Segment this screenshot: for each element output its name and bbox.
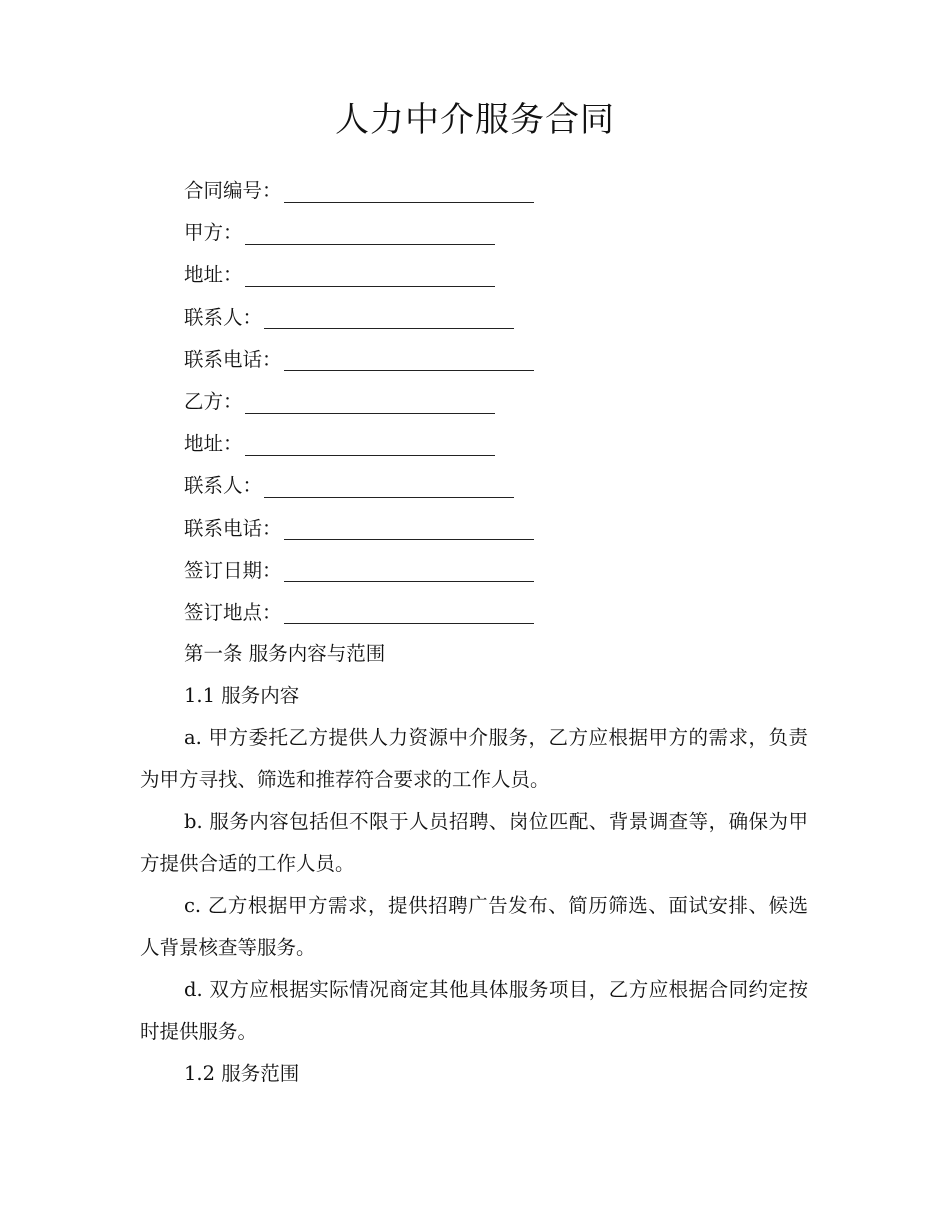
blank-line	[284, 601, 534, 624]
party-b-contact-field	[184, 463, 824, 505]
field-label: 地址：	[184, 432, 243, 456]
signing-date-field	[184, 548, 824, 590]
blank-line	[245, 264, 495, 287]
article-heading: 第一条 服务内容与范围	[184, 642, 386, 665]
blank-line	[264, 475, 514, 498]
field-label: 联系电话：	[184, 347, 282, 371]
field-label: 地址：	[184, 263, 243, 287]
party-a-field	[184, 210, 824, 252]
paragraph: b. 服务内容包括但不限于人员招聘、岗位匹配、背景调查等，确保为甲方提供合适的工作人员。	[140, 810, 808, 875]
party-a-phone-field	[184, 337, 824, 379]
signing-place-field	[184, 590, 824, 632]
blank-line	[245, 433, 495, 456]
section-heading: 1.1 服务内容	[184, 684, 300, 707]
party-b-address-field	[184, 421, 824, 463]
contract-fields	[184, 168, 824, 632]
blank-line	[245, 222, 495, 245]
party-a-contact-field	[184, 295, 824, 337]
contract-number-field	[184, 168, 824, 210]
party-b-phone-field	[184, 506, 824, 548]
paragraph: a. 甲方委托乙方提供人力资源中介服务，乙方应根据甲方的需求，负责为甲方寻找、筛选和推荐符合要求的工作人员。	[140, 726, 808, 791]
paragraph: d. 双方应根据实际情况商定其他具体服务项目，乙方应根据合同约定按时提供服务。	[140, 978, 808, 1043]
party-a-address-field	[184, 252, 824, 294]
field-label: 联系人：	[184, 474, 263, 498]
field-label: 签订地点：	[184, 600, 282, 624]
paragraph: c. 乙方根据甲方需求，提供招聘广告发布、简历筛选、面试安排、候选人背景核查等服务。	[140, 894, 808, 959]
field-label: 甲方：	[184, 221, 243, 245]
field-label: 合同编号：	[184, 179, 282, 203]
document-title: 人力中介服务合同	[335, 100, 615, 140]
field-label: 联系人：	[184, 305, 263, 329]
section-heading: 1.2 服务范围	[184, 1062, 300, 1085]
blank-line	[284, 348, 534, 371]
contract-body	[140, 633, 808, 1095]
blank-line	[284, 180, 534, 203]
party-b-field	[184, 379, 824, 421]
blank-line	[245, 391, 495, 414]
field-label: 签订日期：	[184, 558, 282, 582]
field-label: 联系电话：	[184, 516, 282, 540]
blank-line	[264, 306, 514, 329]
blank-line	[284, 559, 534, 582]
blank-line	[284, 517, 534, 540]
field-label: 乙方：	[184, 390, 243, 414]
